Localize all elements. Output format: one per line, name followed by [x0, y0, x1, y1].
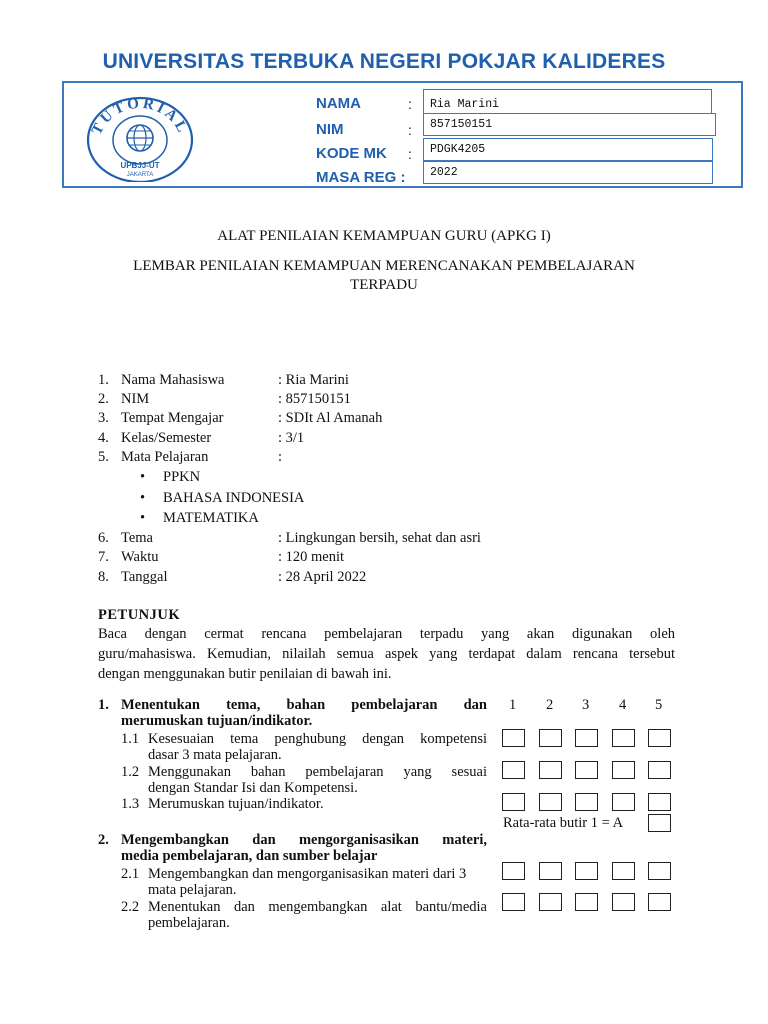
identity-num: 3.	[98, 410, 109, 426]
item-text: pembelajaran.	[148, 915, 230, 931]
score-checkbox[interactable]	[612, 793, 635, 811]
score-checkbox[interactable]	[612, 862, 635, 880]
petunjuk-text: guru/mahasiswa. Kemudian, nilailah semua aspek yang terdapat dalam rencana tersebut	[98, 646, 675, 662]
section-title: Menentukan tema, bahan pembelajaran dan	[121, 697, 487, 713]
score-checkbox[interactable]	[575, 729, 598, 747]
identity-value: : Ria Marini	[278, 372, 349, 388]
subject-item: MATEMATIKA	[163, 510, 259, 526]
colon-nim: :	[408, 122, 412, 138]
item-text: Menggunakan bahan pembelajaran yang sesuai	[148, 764, 487, 780]
petunjuk-text: Baca dengan cermat rencana pembelajaran terpadu yang akan digunakan oleh	[98, 626, 675, 642]
identity-value: : 120 menit	[278, 549, 345, 565]
score-checkbox[interactable]	[502, 729, 525, 747]
bullet-icon: •	[140, 469, 146, 485]
scale-label: 1	[509, 697, 517, 713]
logo-city-text: JAKARTA	[126, 172, 154, 178]
identity-label: Tempat Mengajar	[121, 410, 224, 426]
item-text: Merumuskan tujuan/indikator.	[148, 796, 324, 812]
identity-num: 6.	[98, 530, 109, 546]
section-title: merumuskan tujuan/indikator.	[121, 713, 313, 729]
score-checkbox[interactable]	[502, 793, 525, 811]
score-checkbox[interactable]	[539, 729, 562, 747]
score-checkbox[interactable]	[612, 729, 635, 747]
item-number: 1.1	[121, 731, 140, 747]
logo-unit-text: UPBJJ-UT	[120, 161, 160, 170]
score-checkbox[interactable]	[539, 893, 562, 911]
score-checkbox[interactable]	[648, 893, 671, 911]
identity-num: 1.	[98, 372, 109, 388]
identity-num: 5.	[98, 449, 109, 465]
identity-value: : 857150151	[278, 391, 351, 407]
masa-reg-field[interactable]: 2022	[423, 161, 713, 184]
score-checkbox[interactable]	[648, 793, 671, 811]
score-checkbox[interactable]	[539, 862, 562, 880]
bullet-icon: •	[140, 490, 146, 506]
identity-label: Tanggal	[121, 569, 168, 585]
score-checkbox[interactable]	[575, 793, 598, 811]
identity-label: Mata Pelajaran	[121, 449, 209, 465]
identity-label: Nama Mahasiswa	[121, 372, 225, 388]
item-text: Mengembangkan dan mengorganisasikan materi dari 3	[148, 866, 467, 882]
section-number: 2.	[98, 832, 109, 848]
score-checkbox[interactable]	[502, 893, 525, 911]
score-checkbox[interactable]	[648, 761, 671, 779]
score-checkbox[interactable]	[502, 761, 525, 779]
section-number: 1.	[98, 697, 109, 713]
identity-num: 8.	[98, 569, 109, 585]
item-text: Menentukan dan mengembangkan alat bantu/media	[148, 899, 487, 915]
identity-label: NIM	[121, 391, 150, 407]
score-checkbox[interactable]	[539, 793, 562, 811]
item-number: 1.3	[121, 796, 140, 812]
item-text: dasar 3 mata pelajaran.	[148, 747, 282, 763]
identity-value: :	[278, 449, 283, 465]
scale-label: 2	[546, 697, 554, 713]
score-checkbox[interactable]	[502, 862, 525, 880]
scale-label: 4	[619, 697, 627, 713]
section-title: media pembelajaran, dan sumber belajar	[121, 848, 378, 864]
identity-value: : SDIt Al Amanah	[278, 410, 383, 426]
label-nama: NAMA	[316, 95, 361, 112]
identity-label: Tema	[121, 530, 153, 546]
item-text: Kesesuaian tema penghubung dengan kompetensi	[148, 731, 487, 747]
average-box[interactable]	[648, 814, 671, 832]
identity-value: : 28 April 2022	[278, 569, 367, 585]
university-title: UNIVERSITAS TERBUKA NEGERI POKJAR KALIDERES	[102, 50, 666, 73]
sub-title-line1: LEMBAR PENILAIAN KEMAMPUAN MERENCANAKAN PEMBELAJARAN	[133, 258, 635, 274]
item-number: 1.2	[121, 764, 140, 780]
score-checkbox[interactable]	[612, 761, 635, 779]
identity-value: : 3/1	[278, 430, 305, 446]
score-checkbox[interactable]	[612, 893, 635, 911]
identity-label: Kelas/Semester	[121, 430, 212, 446]
score-checkbox[interactable]	[575, 761, 598, 779]
scale-label: 5	[655, 697, 663, 713]
score-checkbox[interactable]	[648, 729, 671, 747]
score-checkbox[interactable]	[575, 893, 598, 911]
label-nim: NIM	[316, 121, 344, 138]
section-title: Mengembangkan dan mengorganisasikan materi,	[121, 832, 487, 848]
petunjuk-heading: PETUNJUK	[98, 607, 181, 623]
label-kode-mk: KODE MK	[316, 145, 387, 162]
identity-num: 4.	[98, 430, 109, 446]
sub-title-line2: TERPADU	[350, 277, 418, 293]
subject-item: PPKN	[163, 469, 201, 485]
logo-arc-text: TUTORIAL	[88, 95, 192, 138]
identity-label: Waktu	[121, 549, 159, 565]
score-checkbox[interactable]	[539, 761, 562, 779]
petunjuk-text: dengan menggunakan butir penilaian di bawah ini.	[98, 666, 392, 682]
bullet-icon: •	[140, 510, 146, 526]
subject-item: BAHASA INDONESIA	[163, 490, 305, 506]
nim-field[interactable]: 857150151	[423, 113, 716, 136]
identity-value: : Lingkungan bersih, sehat dan asri	[278, 530, 481, 546]
colon-nama: :	[408, 96, 412, 112]
colon-kode-mk: :	[408, 146, 412, 162]
score-checkbox[interactable]	[575, 862, 598, 880]
score-checkbox[interactable]	[648, 862, 671, 880]
item-text: mata pelajaran.	[148, 882, 237, 898]
nama-field[interactable]: Ria Marini	[423, 89, 712, 116]
item-text: dengan Standar Isi dan Kompetensi.	[148, 780, 358, 796]
identity-num: 7.	[98, 549, 109, 565]
item-number: 2.1	[121, 866, 140, 882]
label-masa-reg: MASA REG :	[316, 169, 406, 186]
average-label: Rata-rata butir 1 = A	[503, 815, 624, 831]
main-title: ALAT PENILAIAN KEMAMPUAN GURU (APKG I)	[217, 228, 551, 244]
tutorial-logo	[84, 90, 196, 182]
item-number: 2.2	[121, 899, 140, 915]
identity-num: 2.	[98, 391, 109, 407]
scale-label: 3	[582, 697, 590, 713]
kode-mk-field[interactable]: PDGK4205	[423, 138, 713, 161]
